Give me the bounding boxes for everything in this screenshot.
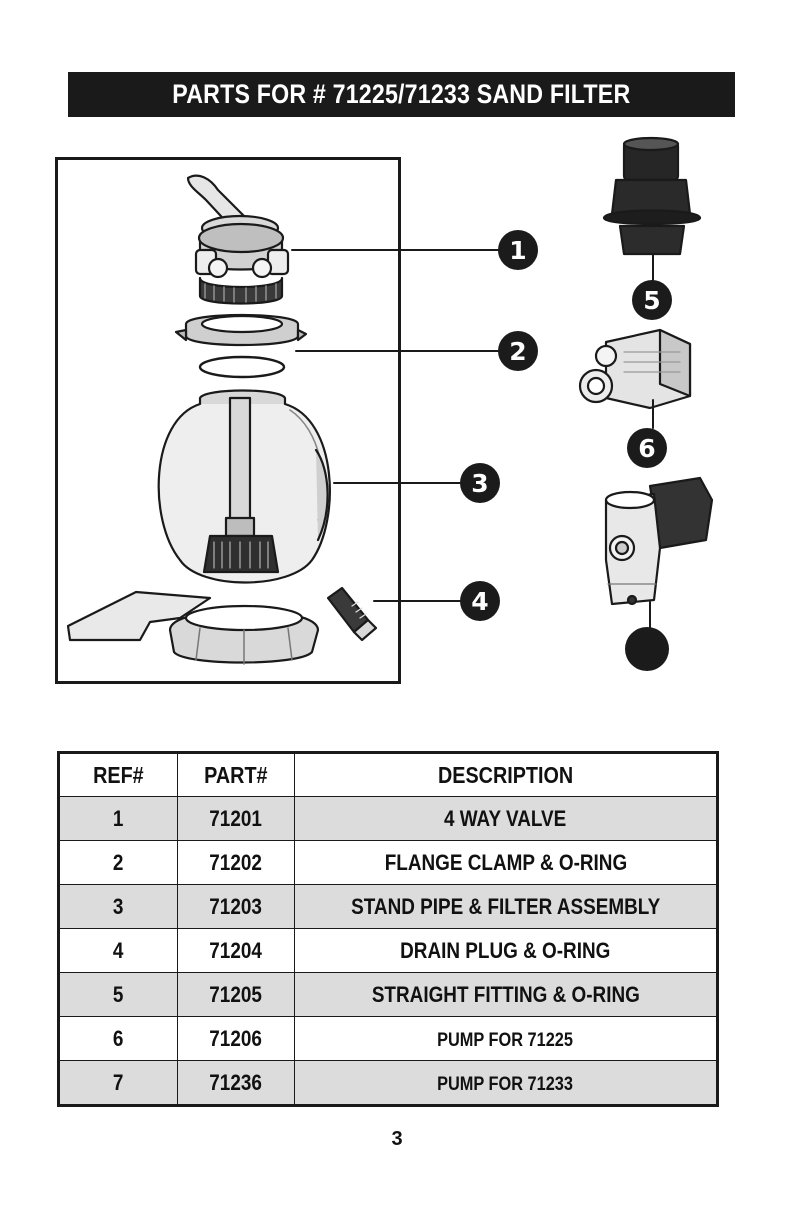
header-description: DESCRIPTION [295, 753, 718, 797]
callout-2-label: 2 [509, 336, 527, 366]
four-way-valve-illustration [188, 176, 288, 304]
cell-part: 71206 [178, 1017, 295, 1061]
header-ref: REF# [59, 753, 178, 797]
cell-ref: 7 [59, 1061, 178, 1106]
filter-tank-illustration [159, 391, 330, 583]
cell-ref: 6 [59, 1017, 178, 1061]
table-row [59, 841, 718, 885]
table-row [59, 797, 718, 841]
cell-part: 71236 [178, 1061, 295, 1106]
cell-description: STRAIGHT FITTING & O-RING [295, 973, 718, 1017]
cell-part: 71202 [178, 841, 295, 885]
callout-1-badge [498, 230, 538, 270]
callout-5-badge [632, 280, 672, 320]
cell-part: 71203 [178, 885, 295, 929]
cell-ref: 4 [59, 929, 178, 973]
straight-fitting-illustration [604, 138, 700, 254]
table-row [59, 973, 718, 1017]
cell-part: 71201 [178, 797, 295, 841]
table-row [59, 1017, 718, 1061]
callout-6-label: 6 [638, 433, 656, 463]
callout-4-badge [460, 581, 500, 621]
cell-ref: 1 [59, 797, 178, 841]
callout-3-label: 3 [471, 468, 489, 498]
callout-4-label: 4 [471, 586, 489, 616]
cell-ref: 3 [59, 885, 178, 929]
table-row [59, 885, 718, 929]
callout-5-label: 5 [643, 285, 661, 315]
header-part: PART# [178, 753, 295, 797]
table-row [59, 929, 718, 973]
cell-part: 71204 [178, 929, 295, 973]
callout-7-badge [625, 627, 669, 671]
cell-description: FLANGE CLAMP & O-RING [295, 841, 718, 885]
cell-description: STAND PIPE & FILTER ASSEMBLY [295, 885, 718, 929]
callout-6-badge [627, 428, 667, 468]
table-header-row [59, 753, 718, 797]
page-title: PARTS FOR # 71225/71233 SAND FILTER [172, 79, 631, 109]
table-row [59, 1061, 718, 1106]
cell-description: PUMP FOR 71233 [295, 1061, 718, 1106]
pump-71225-illustration [580, 330, 690, 408]
callout-1-label: 1 [509, 235, 527, 265]
cell-description: 4 WAY VALVE [295, 797, 718, 841]
flange-clamp-illustration [176, 315, 306, 377]
cell-ref: 5 [59, 973, 178, 1017]
cell-description: DRAIN PLUG & O-RING [295, 929, 718, 973]
callout-3-badge [460, 463, 500, 503]
callout-leader-lines [292, 250, 656, 628]
pump-71233-illustration [606, 478, 712, 604]
filter-base-illustration [68, 592, 318, 664]
cell-ref: 2 [59, 841, 178, 885]
page-number: 3 [391, 1128, 403, 1150]
parts-table [57, 751, 719, 1107]
cell-part: 71205 [178, 973, 295, 1017]
cell-description: PUMP FOR 71225 [295, 1017, 718, 1061]
callout-2-badge [498, 331, 538, 371]
drain-plug-illustration [328, 588, 376, 640]
